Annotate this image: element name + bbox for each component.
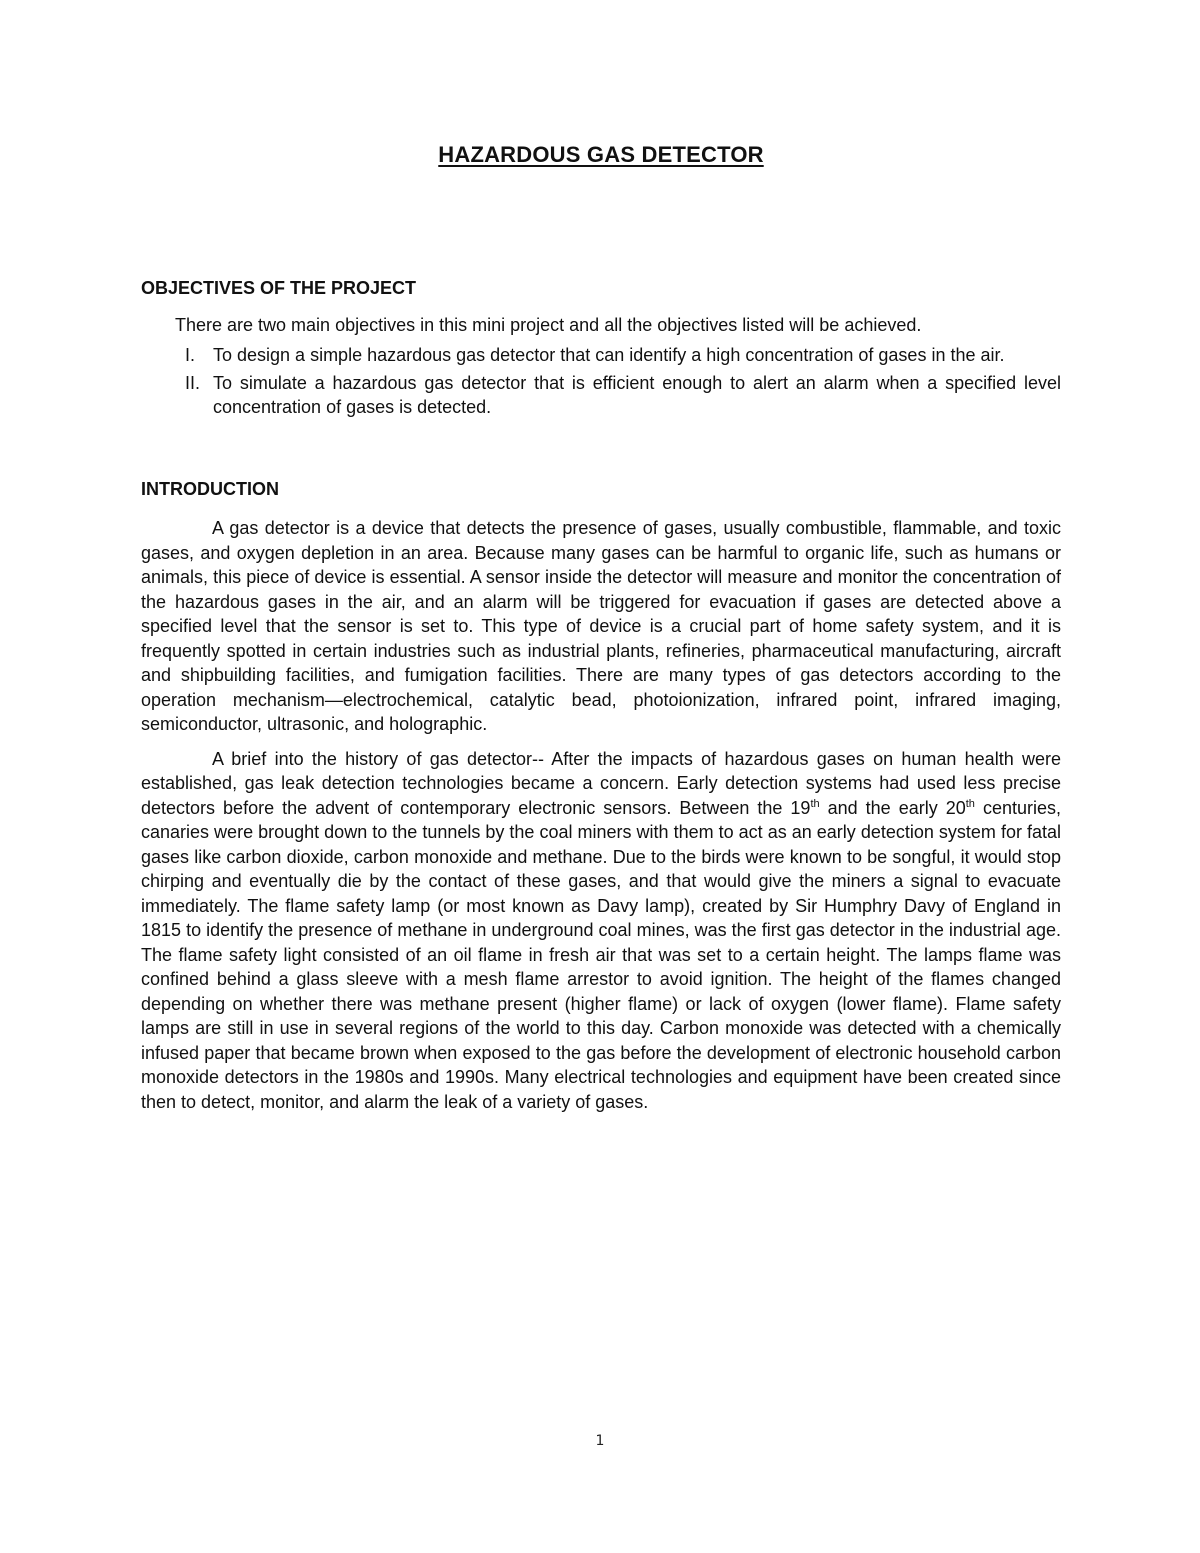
page-content xyxy=(141,142,1061,1114)
paragraph-text-part-2: and the early 20 xyxy=(819,797,966,818)
paragraph-text-part-1: A brief into the history of gas detector-- After the impacts of hazardous gases on human health were established, gas leak detection technologies became a concern. Early detection systems had used less precise detectors before the advent of contemporary electronic sensors. Between the 19 xyxy=(141,748,1061,818)
superscript-th-2: th xyxy=(965,797,975,810)
objectives-list xyxy=(141,343,1061,419)
page-number: 1 xyxy=(595,1433,605,1449)
objectives-heading: OBJECTIVES OF THE PROJECT xyxy=(141,278,417,298)
superscript-th-1: th xyxy=(810,797,820,810)
list-item xyxy=(141,343,1061,367)
list-item xyxy=(141,371,1061,419)
paragraph-text-part-3: centuries, canaries were brought down to the tunnels by the coal miners with them to act as an early detection system for fatal gases like carbon dioxide, carbon monoxide and methane. Due to the birds were known to be songful, it would stop chirping and eventually die by the contact of these gases, and that would give the miners a signal to evacuate immediately. The flame safety lamp (or most known as Davy lamp), created by Sir Humphry Davy of England in 1815 to identify the presence of methane in underground coal mines, was the first gas detector in the industrial age. The flame safety light consisted of an oil flame in fresh air that was set to a certain height. The lamps flame was confined behind a glass sleeve with a mesh flame arrestor to avoid ignition. The height of the flames changed depending on whether there was methane present (higher flame) or lack of oxygen (lower flame). Flame safety lamps are still in use in several regions of the world to this day. Carbon monoxide was detected with a chemically infused paper that became brown when exposed to the gas before the development of electronic household carbon monoxide detectors in the 1980s and 1990s. Many electrical technologies and equipment have been created since then to detect, monitor, and alarm the leak of a variety of gases. xyxy=(141,797,1061,1112)
list-item-text: To design a simple hazardous gas detector that can identify a high concentration of gases in the air. xyxy=(213,345,1005,365)
introduction-paragraph-1: A gas detector is a device that detects the presence of gases, usually combustible, flammable, and toxic gases, and oxygen depletion in an area. Because many gases can be harmful to organic life, such as humans or animals, this piece of device is essential. A sensor inside the detector will measure and monitor the concentration of the hazardous gases in the air, and an alarm will be triggered for evacuation if gases are detected above a specified level that the sensor is set to. This type of device is a crucial part of home safety system, and it is frequently spotted in certain industries such as industrial plants, refineries, pharmaceutical manufacturing, aircraft and shipbuilding facilities, and fumigation facilities. There are many types of gas detectors according to the operation mechanism—electrochemical, catalytic bead, photoionization, infrared point, infrared imaging, semiconductor, ultrasonic, and holographic. xyxy=(141,518,1061,734)
objectives-intro: There are two main objectives in this mini project and all the objectives listed will be achieved. xyxy=(175,315,922,335)
list-item-number: II. xyxy=(185,373,201,393)
list-item-text: To simulate a hazardous gas detector that is efficient enough to alert an alarm when a specified level concentration of gases is detected. xyxy=(213,373,1061,417)
introduction-paragraph-2 xyxy=(141,747,1061,1115)
document-title: HAZARDOUS GAS DETECTOR xyxy=(438,142,764,167)
list-item-number: I. xyxy=(185,345,196,365)
introduction-heading: INTRODUCTION xyxy=(141,479,279,499)
